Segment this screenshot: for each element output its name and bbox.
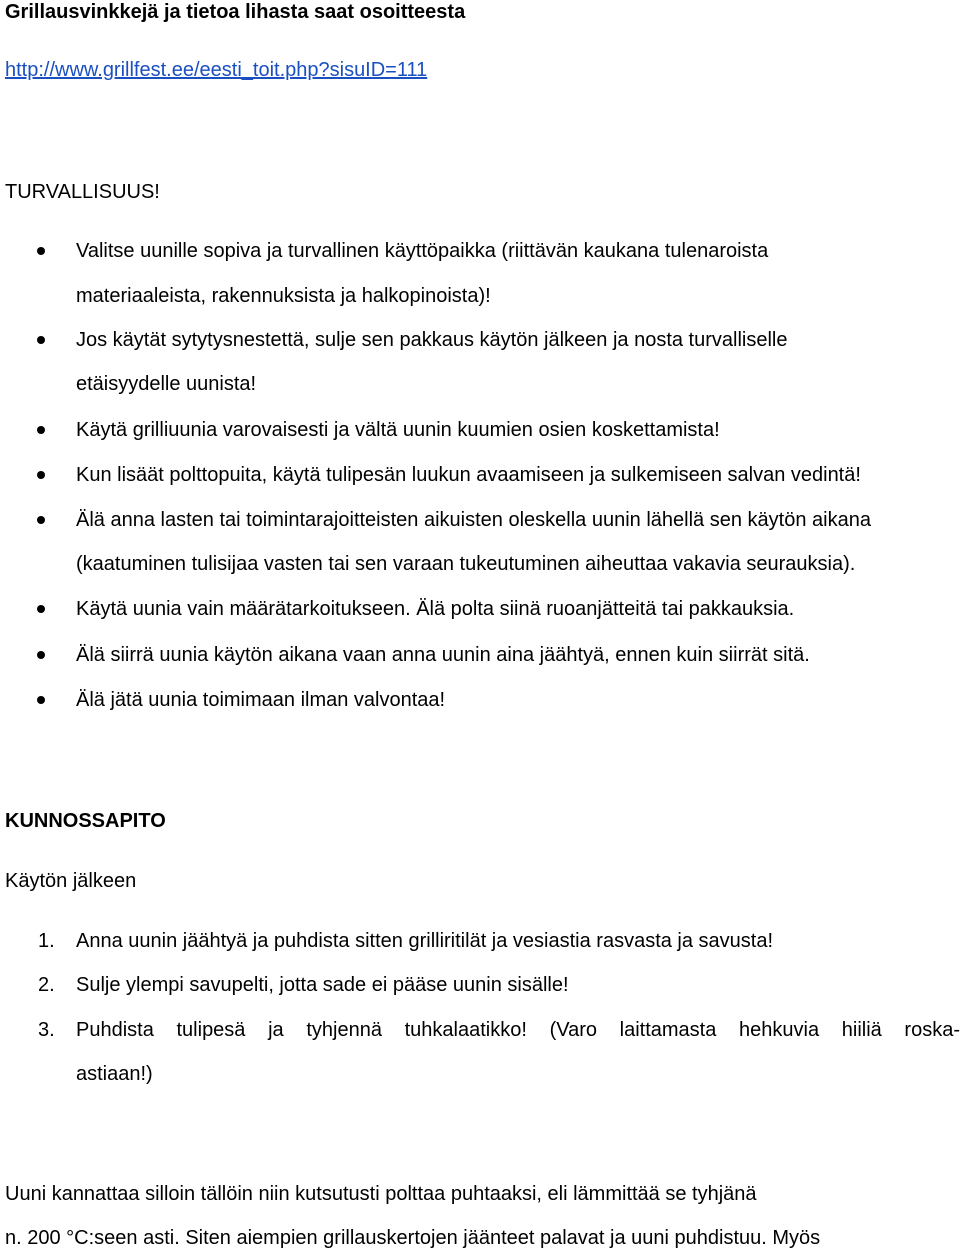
safety-title: TURVALLISUUS!: [5, 181, 160, 203]
safety-item-7-text: Älä siirrä uunia käytön aikana vaan anna uunin aina jäähtyä, ennen kuin siirrät sitä.: [76, 644, 810, 666]
bullet-icon: [37, 605, 45, 613]
safety-item-5-cont-text: (kaatuminen tulisijaa vasten tai sen varaan tukeutuminen aiheuttaa vakavia seurauksia).: [76, 553, 856, 575]
safety-item-1-text: Valitse uunille sopiva ja turvallinen käyttöpaikka (riittävän kaukana tulenaroista: [76, 240, 769, 262]
bullet-icon: [37, 471, 45, 479]
safety-item-1-cont-text: materiaaleista, rakennuksista ja halkopinoista)!: [76, 285, 491, 307]
safety-item-6-text: Käytä uunia vain määrätarkoitukseen. Älä polta siinä ruoanjätteitä tai pakkauksia.: [76, 598, 795, 620]
safety-item-4-text: Kun lisäät polttopuita, käytä tulipesän luukun avaamiseen ja sulkemiseen salvan vedintä!: [76, 464, 861, 486]
step-number: 2.: [38, 974, 55, 996]
maintenance-title: KUNNOSSAPITO: [5, 810, 166, 832]
paragraph-line-2: n. 200 °C:seen asti. Siten aiempien grillauskertojen jäänteet palavat ja uuni puhdistuu. Myös: [5, 1227, 821, 1249]
step-text: Puhdista tulipesä ja tyhjennä tuhkalaatikko! (Varo laittamasta hehkuvia hiiliä roska-: [76, 1019, 960, 1041]
grillfest-link[interactable]: http://www.grillfest.ee/eesti_toit.php?sisuID=111: [5, 59, 428, 81]
intro-heading: Grillausvinkkejä ja tietoa lihasta saat osoitteesta: [5, 1, 466, 23]
step-number: 1.: [38, 930, 55, 952]
bullet-icon: [37, 651, 45, 659]
step-text: Anna uunin jäähtyä ja puhdista sitten grilliritilät ja vesiastia rasvasta ja savusta!: [76, 930, 774, 952]
safety-item-8-text: Älä jätä uunia toimimaan ilman valvontaa!: [76, 689, 446, 711]
bullet-icon: [37, 426, 45, 434]
maintenance-subtitle: Käytön jälkeen: [5, 870, 137, 892]
bullet-icon: [37, 247, 45, 255]
bullet-icon: [37, 516, 45, 524]
safety-item-2-text: Jos käytät sytytysnestettä, sulje sen pakkaus käytön jälkeen ja nosta turvalliselle: [76, 329, 788, 351]
safety-item-3-text: Käytä grilliuunia varovaisesti ja vältä uunin kuumien osien koskettamista!: [76, 419, 720, 441]
safety-item-2-cont-text: etäisyydelle uunista!: [76, 373, 257, 395]
safety-item-5-text: Älä anna lasten tai toimintarajoitteisten aikuisten oleskella uunin lähellä sen käytön aikana: [76, 509, 871, 531]
bullet-icon: [37, 336, 45, 344]
step-number: 3.: [38, 1019, 55, 1041]
paragraph-line-1: Uuni kannattaa silloin tällöin niin kutsutusti polttaa puhtaaksi, eli lämmittää se tyhjänä: [5, 1183, 757, 1205]
bullet-icon: [37, 696, 45, 704]
step-text-cont: astiaan!): [76, 1063, 153, 1085]
grillfest-link-line: [5, 58, 427, 82]
step-text: Sulje ylempi savupelti, jotta sade ei pääse uunin sisälle!: [76, 974, 569, 996]
